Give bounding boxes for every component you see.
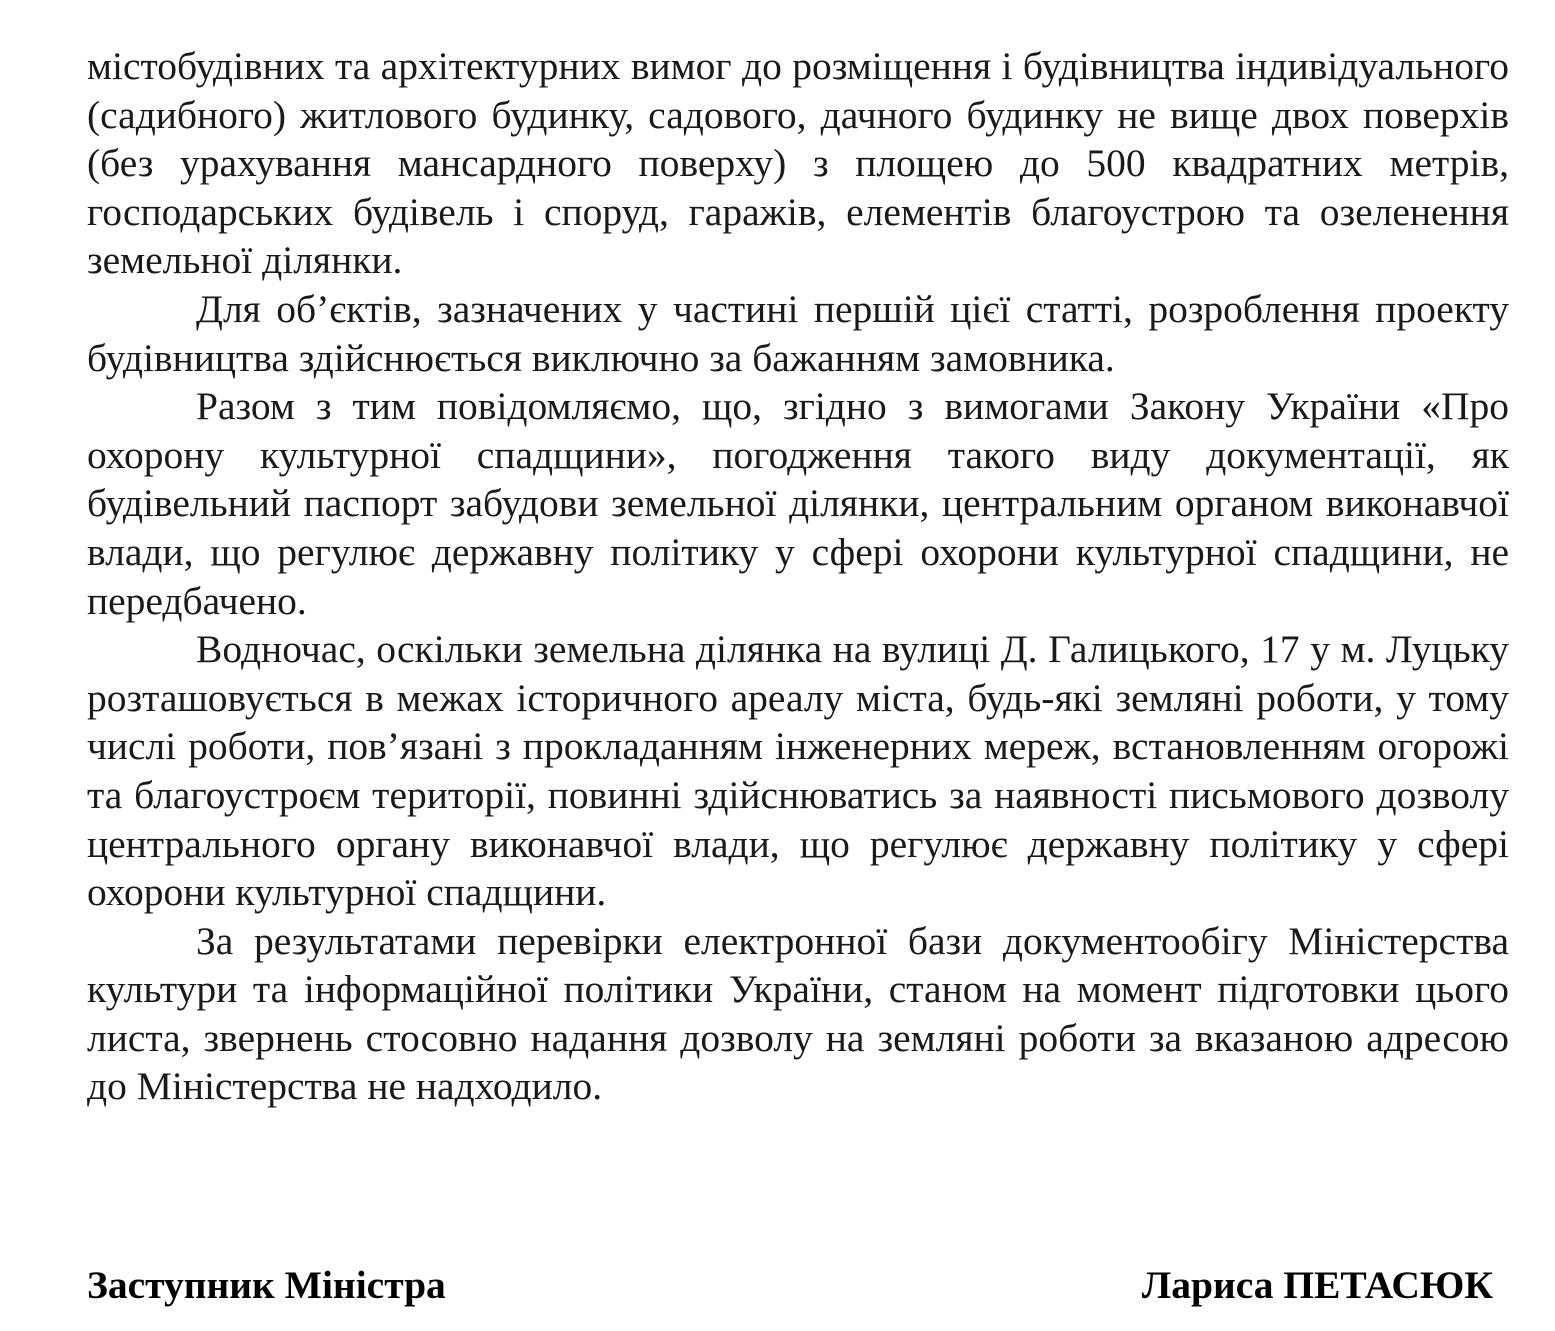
signatory-position: Заступник Міністра xyxy=(87,1263,446,1307)
paragraph-verification-result: За результатами перевірки електронної бази документообігу Міністерства культури та інформаційної політики України, станом на момент підготовки цього листа, звернень стосовно надання дозволу на земляні роботи за вказаною адресою до Міністерства не надходило. xyxy=(87,918,1509,1109)
letter-body xyxy=(87,42,1509,1111)
signature-block xyxy=(87,1262,1493,1312)
signatory-name: Лариса ПЕТАСЮК xyxy=(1141,1263,1493,1307)
paragraph-cultural-heritage-law: Разом з тим повідомляємо, що, згідно з вимогами Закону України «Про охорону культурної спадщини», погодження такого виду документації, як будівельний паспорт забудови земельної ділянки, центральним органом виконавчої влади, що регулює державну політику у сфері охорони культурної спадщини, не передбачено. xyxy=(87,384,1509,623)
paragraph-historic-area: Водночас, оскільки земельна ділянка на вулиці Д. Галицького, 17 у м. Луцьку розташовується в межах історичного ареалу міста, будь-які земляні роботи, у тому числі роботи, пов’язані з прокладанням інженерних мереж, встановленням огорожі та благоустроєм території, повинні здійснюватись за наявності письмового дозволу центрального органу виконавчої влади, що регулює державну політику у сфері охорони культурної спадщини. xyxy=(87,627,1509,915)
paragraph-customer-wish: Для об’єктів, зазначених у частині першій цієї статті, розроблення проекту будівництва здійснюється виключно за бажанням замовника. xyxy=(87,286,1509,380)
paragraph-continuation: містобудівних та архітектурних вимог до розміщення і будівництва індивідуального (садибного) житлового будинку, садового, дачного будинку не вище двох поверхів (без урахування мансардного поверху) з площею до 500 квадратних метрів, господарських будівель і споруд, гаражів, елементів благоустрою та озеленення земельної ділянки. xyxy=(87,44,1509,283)
